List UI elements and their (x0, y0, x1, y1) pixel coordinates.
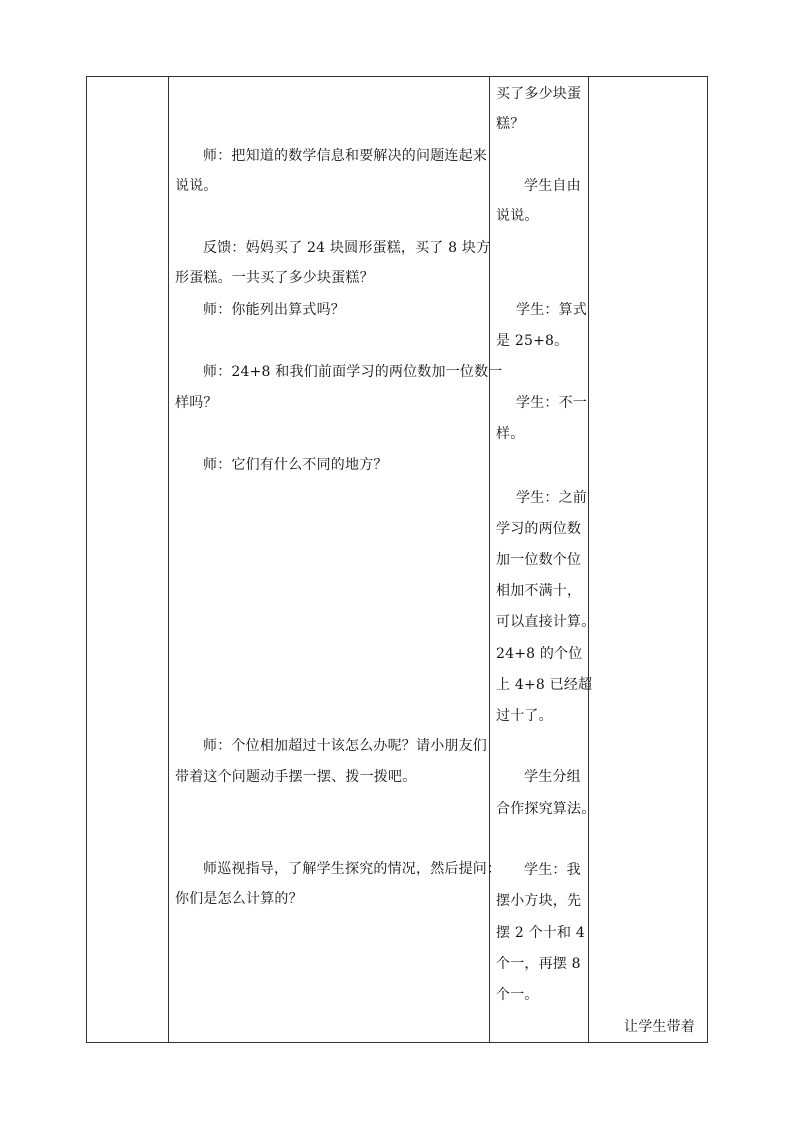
teacher-text: 反馈：妈妈买了 24 块圆形蛋糕，买了 8 块方 (203, 240, 491, 256)
student-text: 摆 2 个十和 4 (496, 925, 585, 941)
teacher-text: 师：24+8 和我们前面学习的两位数加一位数一 (203, 364, 503, 380)
column-divider (168, 77, 169, 1042)
student-text: 过十了。 (496, 708, 553, 724)
student-text: 摆小方块，先 (496, 893, 582, 909)
student-text: 买了多少块蛋 (496, 86, 582, 102)
teacher-text: 说说。 (175, 178, 218, 194)
student-text: 24+8 的个位 (496, 646, 583, 662)
teacher-text: 带着这个问题动手摆一摆、拨一拨吧。 (175, 769, 417, 785)
column-divider (489, 77, 490, 1042)
student-text: 是 25+8。 (496, 333, 569, 349)
student-text: 样。 (496, 426, 525, 442)
student-text: 学生自由 (524, 178, 581, 194)
student-text: 说说。 (496, 208, 539, 224)
student-text: 个一，再摆 8 (496, 956, 581, 972)
student-text: 学生：之前 (516, 490, 587, 506)
student-text: 个一。 (496, 987, 539, 1003)
teacher-text: 师：你能列出算式吗？ (203, 302, 345, 318)
teacher-text: 师：个位相加超过十该怎么办呢？请小朋友们 (203, 738, 487, 754)
student-text: 学生：我 (524, 862, 581, 878)
student-text: 学生：算式 (516, 302, 587, 318)
student-text: 上 4+8 已经超 (496, 677, 593, 693)
student-text: 相加不满十， (496, 583, 582, 599)
student-text: 学习的两位数 (496, 521, 582, 537)
intent-text: 让学生带着 (624, 1019, 695, 1035)
student-text: 可以直接计算。 (496, 614, 596, 630)
student-text: 加一位数个位 (496, 552, 582, 568)
teacher-text: 师：它们有什么不同的地方？ (203, 457, 388, 473)
student-text: 糕？ (496, 116, 525, 132)
teacher-text: 你们是怎么计算的？ (175, 891, 303, 907)
teacher-text: 师巡视指导，了解学生探究的情况，然后提问： (203, 861, 502, 877)
student-text: 学生分组 (524, 769, 581, 785)
teacher-text: 样吗？ (175, 395, 218, 411)
teacher-text: 形蛋糕。一共买了多少块蛋糕？ (175, 270, 374, 286)
teacher-text: 师：把知道的数学信息和要解决的问题连起来 (203, 148, 487, 164)
column-divider (588, 77, 589, 1042)
student-text: 学生：不一 (516, 395, 587, 411)
student-text: 合作探究算法。 (496, 801, 596, 817)
